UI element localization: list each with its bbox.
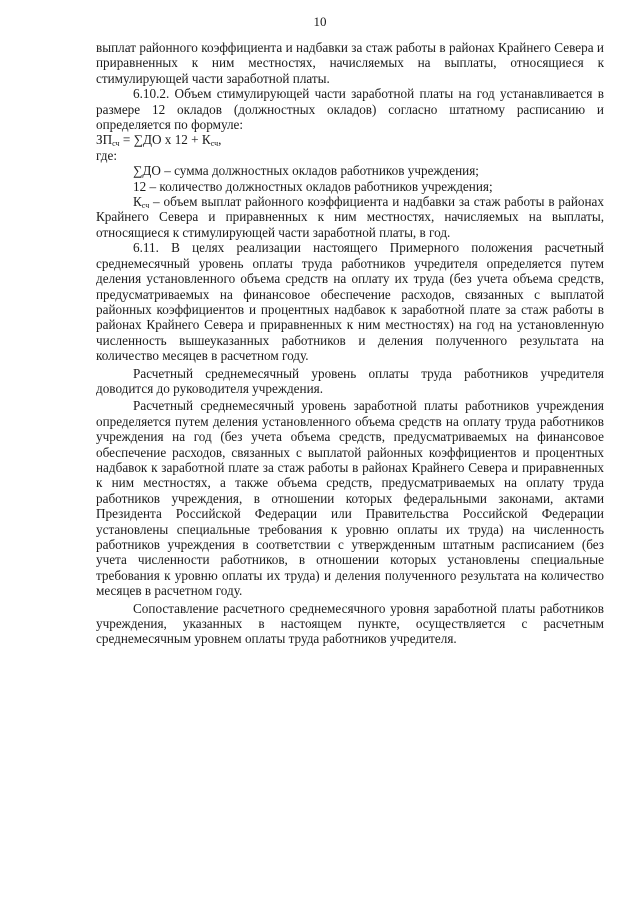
formula-lhs-subscript: сч: [112, 139, 120, 149]
where-label: где:: [96, 147, 117, 163]
definition-k-sch: [96, 194, 604, 240]
formula: [96, 132, 604, 147]
paragraph-continuation: выплат районного коэффициента и надбавки за стаж работы в районах Крайнего Севера и приравненных к ним местностях, начисляемых на выплаты, относящиеся к стимулирующей части заработной платы.: [96, 40, 604, 86]
definition-k-subscript: сч: [141, 201, 150, 211]
formula-end: ,: [218, 132, 222, 148]
paragraph-6-10-2: 6.10.2. Объем стимулирующей части заработной платы на год устанавливается в размере 12 окладов (должностных окладов) согласно штатному расписанию и определяется по формуле:: [96, 86, 604, 133]
formula-rhs-subscript: сч: [210, 139, 219, 149]
definition-count-salaries: 12 – количество должностных окладов работников учреждения;: [133, 178, 493, 194]
document-body: [96, 40, 604, 647]
definition-sum-salaries: ∑ДО – сумма должностных окладов работников учреждения;: [133, 163, 479, 179]
formula-middle: = ∑ДО x 12 + К: [119, 132, 211, 148]
paragraph-institution-level: Расчетный среднемесячный уровень заработной платы работников учреждения определяется путем деления установленного объема средств на оплату труда работников учреждения на год (без учета объема средств, предусматриваемых на финансовое обеспечение расходов, связанных с выплатой районных коэффициентов и процентных надбавок к заработной плате за стаж работы в районах Крайнего Севера и приравненных к ним местностях, а также объема средств, предусматриваемых на оплату труда работников учреждения, в отношении которых федеральными законами, актами Президента Российской Федерации или Правительства Российской Федерации установлены специальные требования к уровню оплаты их труда) на численность работников учреждения в соответствии с утвержденным штатным расписанием (без учета численности работников, в отношении которых установлены специальные требования к уровню оплаты их труда) и деления полученного результата на количество месяцев в расчетном году.: [96, 398, 604, 599]
paragraph-6-11: 6.11. В целях реализации настоящего Примерного положения расчетный среднемесячный уровень оплаты труда работников учредителя определяется путем деления установленного объема средств на оплату их труда (без учета объема средств, предусматриваемых на финансовое обеспечение расходов, связанных с выплатой районных коэффициентов и процентных надбавок к заработной плате за стаж работы в районах Крайнего Севера и приравненных к ним местностях) на год на установленную численность вышеуказанных работников и деления полученного результата на количество месяцев в расчетном году.: [96, 240, 604, 364]
definition-k-text: – объем выплат районного коэффициента и надбавки за стаж работы в районах Крайнего Севера и приравненных к ним местностях, начисляемых на выплаты, относящиеся к стимулирующей части заработной платы, в год.: [96, 194, 604, 240]
paragraph-founder-level: Расчетный среднемесячный уровень оплаты труда работников учредителя доводится до руководителя учреждения.: [96, 365, 604, 396]
paragraph-comparison: Сопоставление расчетного среднемесячного уровня заработной платы работников учреждения, указанных в настоящем пункте, осуществляется с расчетным среднемесячным уровнем оплаты труда работников учредителя.: [96, 600, 604, 647]
page-number: 10: [313, 14, 327, 29]
definition-k-symbol: К: [133, 194, 142, 210]
formula-lhs: ЗП: [96, 132, 113, 148]
